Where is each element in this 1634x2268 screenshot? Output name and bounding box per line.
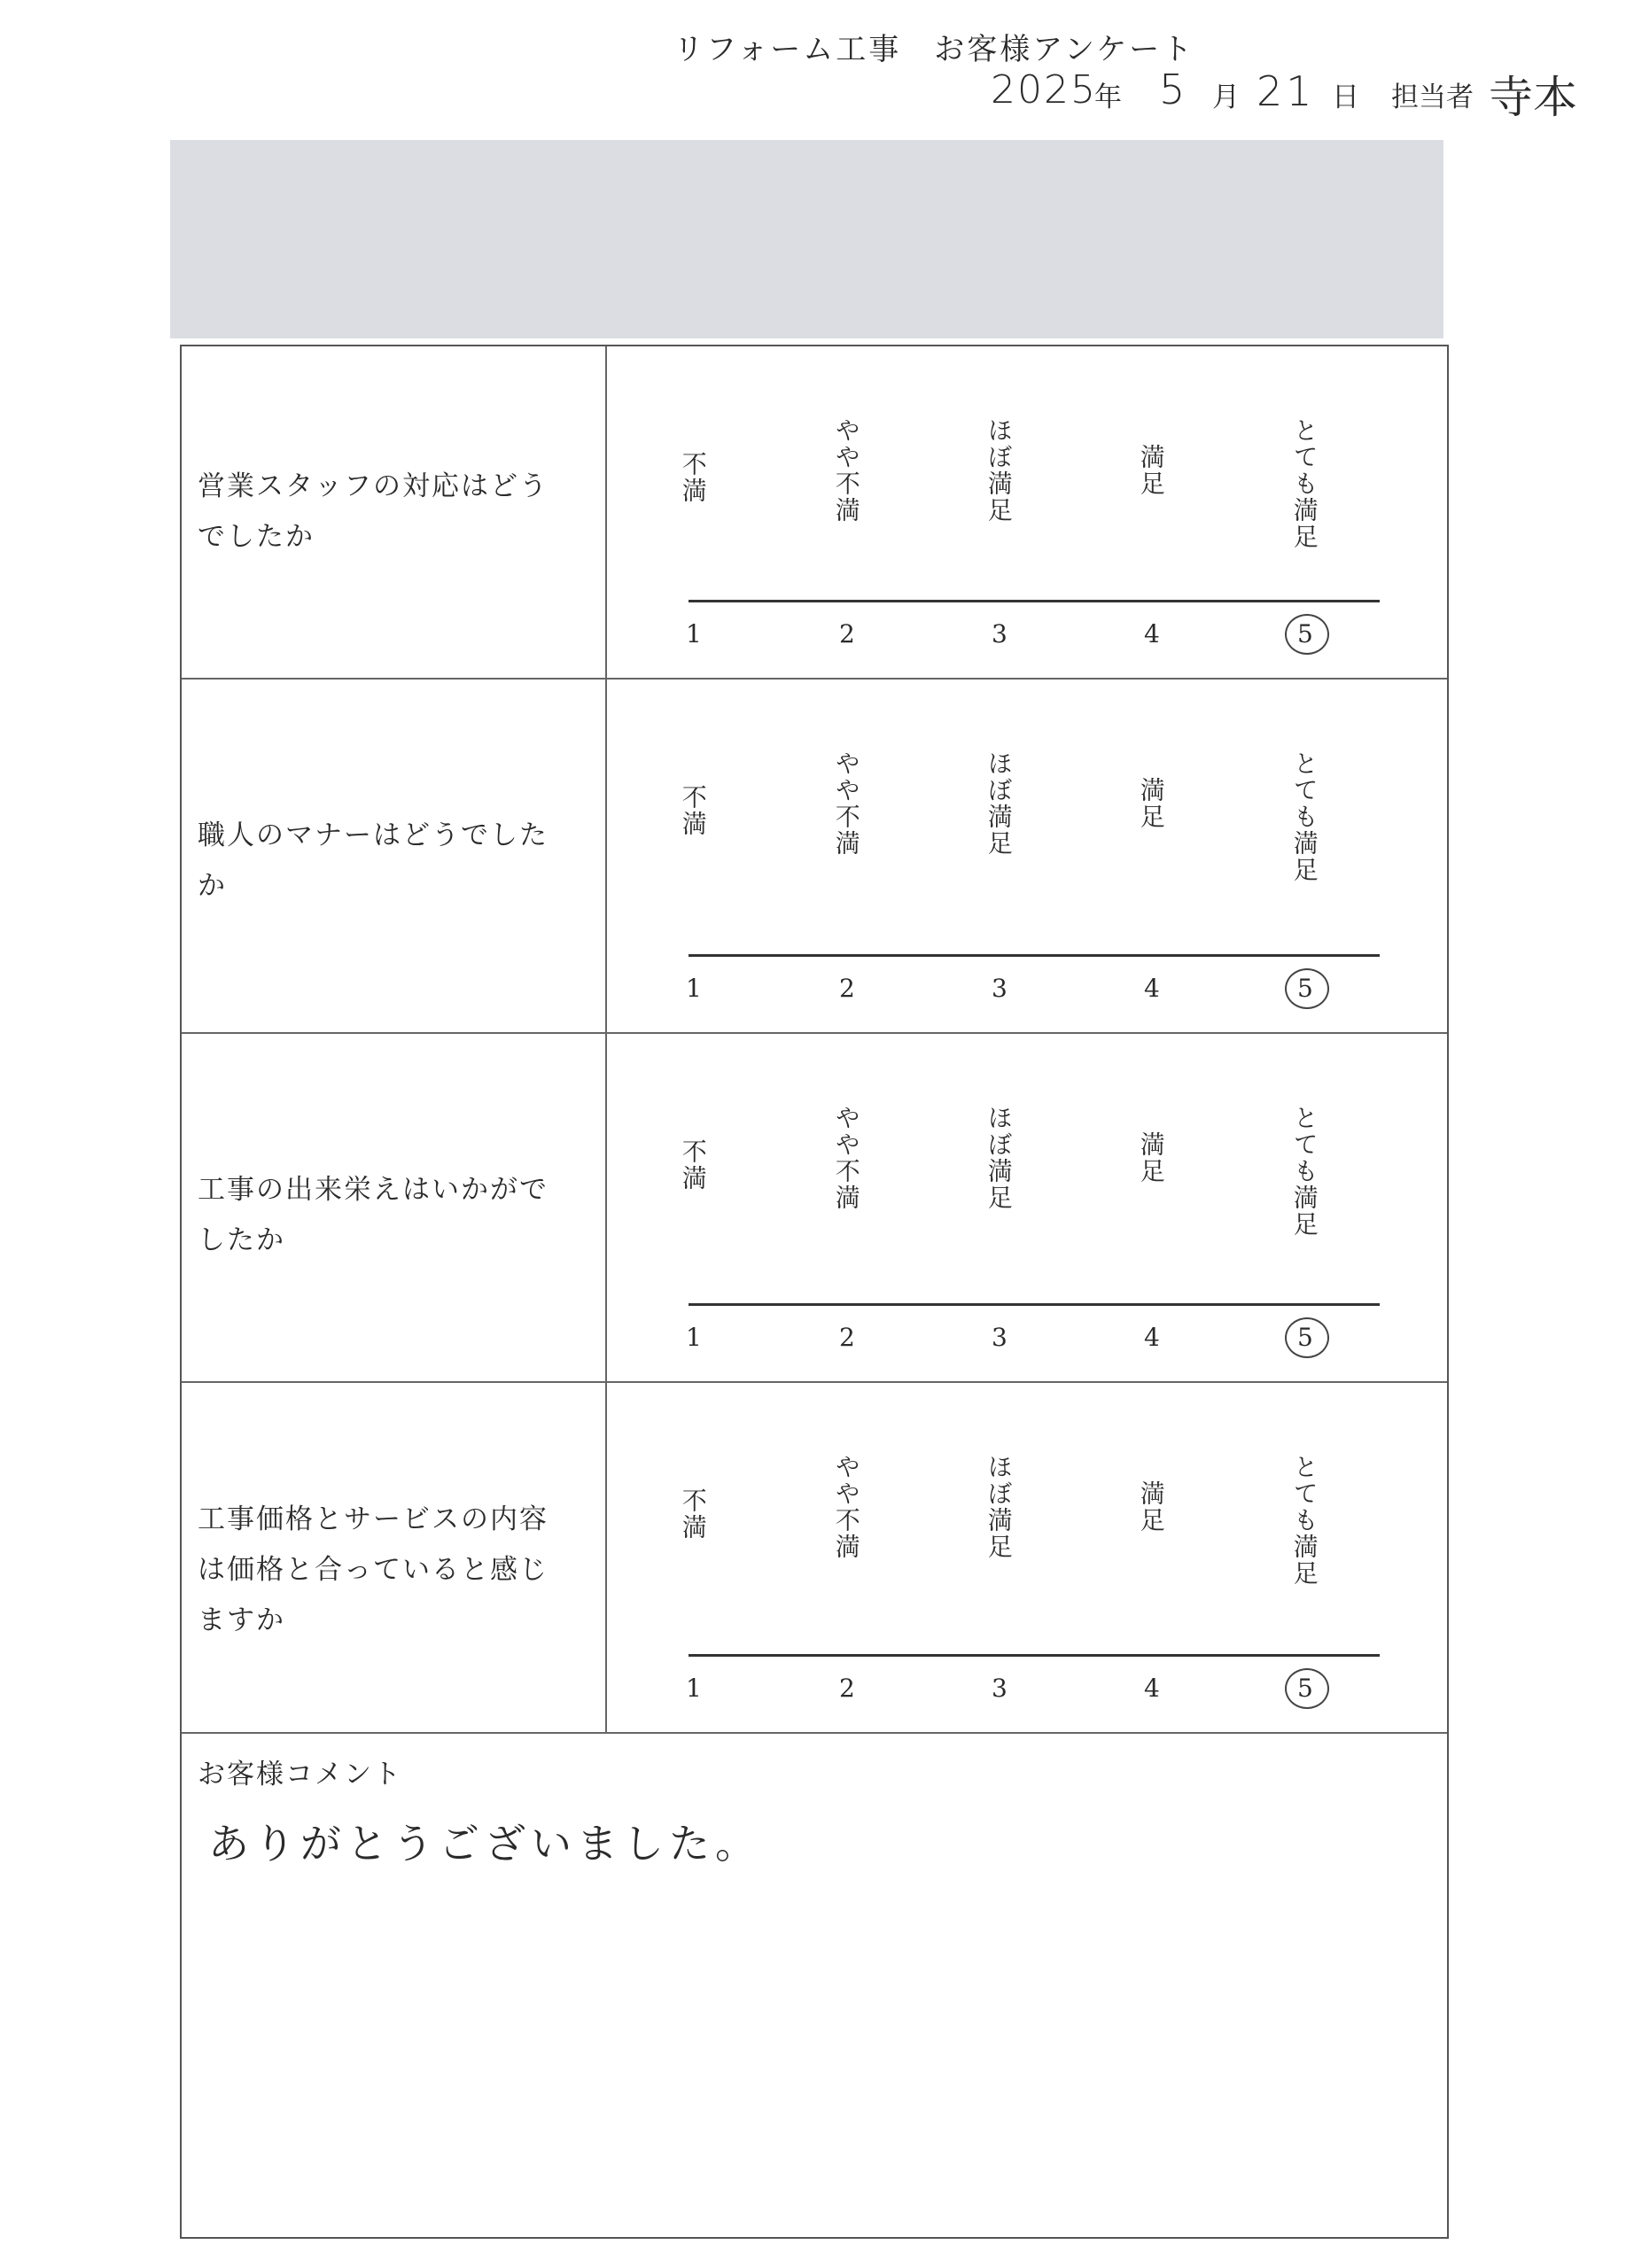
- selected-rating-circle: [1285, 968, 1329, 1009]
- scale-number[interactable]: 5: [1297, 619, 1313, 649]
- question-cell: [182, 680, 607, 1032]
- year-label: 年: [1094, 82, 1122, 113]
- scale-number[interactable]: 3: [992, 974, 1008, 1003]
- question-cell: [182, 346, 607, 678]
- question-text: 営業スタッフの対応はどうでしたか: [198, 470, 549, 553]
- question-text: 工事価格とサービスの内容は価格と合っていると感じますか: [198, 1503, 549, 1636]
- scale-number[interactable]: 2: [839, 1674, 855, 1703]
- form-title: リフォーム工事 お客様アンケート: [673, 32, 1195, 67]
- survey-form: [180, 345, 1449, 2239]
- scale-number[interactable]: 2: [839, 974, 855, 1003]
- question-cell: [182, 1383, 607, 1732]
- scale-number[interactable]: 4: [1144, 1323, 1160, 1352]
- scale-option-label: やや不満: [831, 417, 861, 524]
- day-label: 日: [1332, 82, 1359, 113]
- scale-option-label: 満足: [1136, 777, 1166, 830]
- month-label: 月: [1212, 82, 1240, 113]
- scale-option-label: とても満足: [1289, 417, 1319, 550]
- scale-option-label: 満足: [1136, 1480, 1166, 1534]
- comment-label: お客様コメント: [198, 1759, 402, 1790]
- scale-option-label: ほぼ満足: [984, 1454, 1014, 1560]
- comment-text: ありがとうございました。: [208, 1820, 761, 1868]
- scale-option-label: 不満: [678, 451, 708, 504]
- selected-rating-circle: [1285, 1317, 1329, 1358]
- scale-option-label: 満足: [1136, 444, 1166, 497]
- staff-signature: 寺本: [1489, 72, 1577, 123]
- rating-scale: [609, 346, 1447, 678]
- scale-number[interactable]: 5: [1297, 1674, 1313, 1703]
- staff-label: 担当者: [1391, 82, 1474, 113]
- scale-number[interactable]: 4: [1144, 619, 1160, 649]
- scale-option-label: 満足: [1136, 1131, 1166, 1184]
- scale-option-label: 不満: [678, 1138, 708, 1192]
- scale-option-label: 不満: [678, 1487, 708, 1541]
- scale-number[interactable]: 3: [992, 1323, 1008, 1352]
- scale-number[interactable]: 5: [1297, 1323, 1313, 1352]
- scale-option-label: やや不満: [831, 750, 861, 857]
- question-row: [182, 1383, 1447, 1734]
- scale-number[interactable]: 4: [1144, 1674, 1160, 1703]
- question-cell: [182, 1034, 607, 1381]
- rating-scale: [609, 1034, 1447, 1381]
- question-row: [182, 680, 1447, 1034]
- scale-number[interactable]: 1: [686, 974, 702, 1003]
- rating-scale: [609, 680, 1447, 1032]
- scale-option-label: やや不満: [831, 1105, 861, 1211]
- question-row: [182, 346, 1447, 680]
- scale-option-label: ほぼ満足: [984, 1105, 1014, 1211]
- question-text: 工事の出来栄えはいかがでしたか: [198, 1174, 549, 1256]
- scale-option-label: 不満: [678, 784, 708, 837]
- scale-option-label: やや不満: [831, 1454, 861, 1560]
- scale-option-label: ほぼ満足: [984, 750, 1014, 857]
- scale-option-label: とても満足: [1289, 1454, 1319, 1587]
- question-row: [182, 1034, 1447, 1383]
- scale-number[interactable]: 1: [686, 1323, 702, 1352]
- scale-number[interactable]: 2: [839, 619, 855, 649]
- question-text: 職人のマナーはどうでしたか: [198, 819, 549, 902]
- scale-number[interactable]: 2: [839, 1323, 855, 1352]
- scale-option-label: ほぼ満足: [984, 417, 1014, 524]
- selected-rating-circle: [1285, 614, 1329, 655]
- scale-option-label: とても満足: [1289, 750, 1319, 883]
- scale-number[interactable]: 1: [686, 1674, 702, 1703]
- scale-axis: [689, 954, 1380, 957]
- date-line: [0, 66, 1634, 123]
- day-value: 21: [1257, 67, 1316, 115]
- year-value: 2025: [991, 67, 1097, 113]
- scale-number[interactable]: 3: [992, 1674, 1008, 1703]
- scale-axis: [689, 600, 1380, 602]
- scale-axis: [689, 1654, 1380, 1657]
- redacted-area: [170, 140, 1443, 338]
- scale-axis: [689, 1303, 1380, 1306]
- rating-scale: [609, 1383, 1447, 1732]
- comment-section: [182, 1734, 1447, 2239]
- scale-number[interactable]: 5: [1297, 974, 1313, 1003]
- month-value: 5: [1159, 66, 1186, 113]
- scale-number[interactable]: 3: [992, 619, 1008, 649]
- scale-number[interactable]: 4: [1144, 974, 1160, 1003]
- selected-rating-circle: [1285, 1668, 1329, 1709]
- scale-number[interactable]: 1: [686, 619, 702, 649]
- scale-option-label: とても満足: [1289, 1105, 1319, 1238]
